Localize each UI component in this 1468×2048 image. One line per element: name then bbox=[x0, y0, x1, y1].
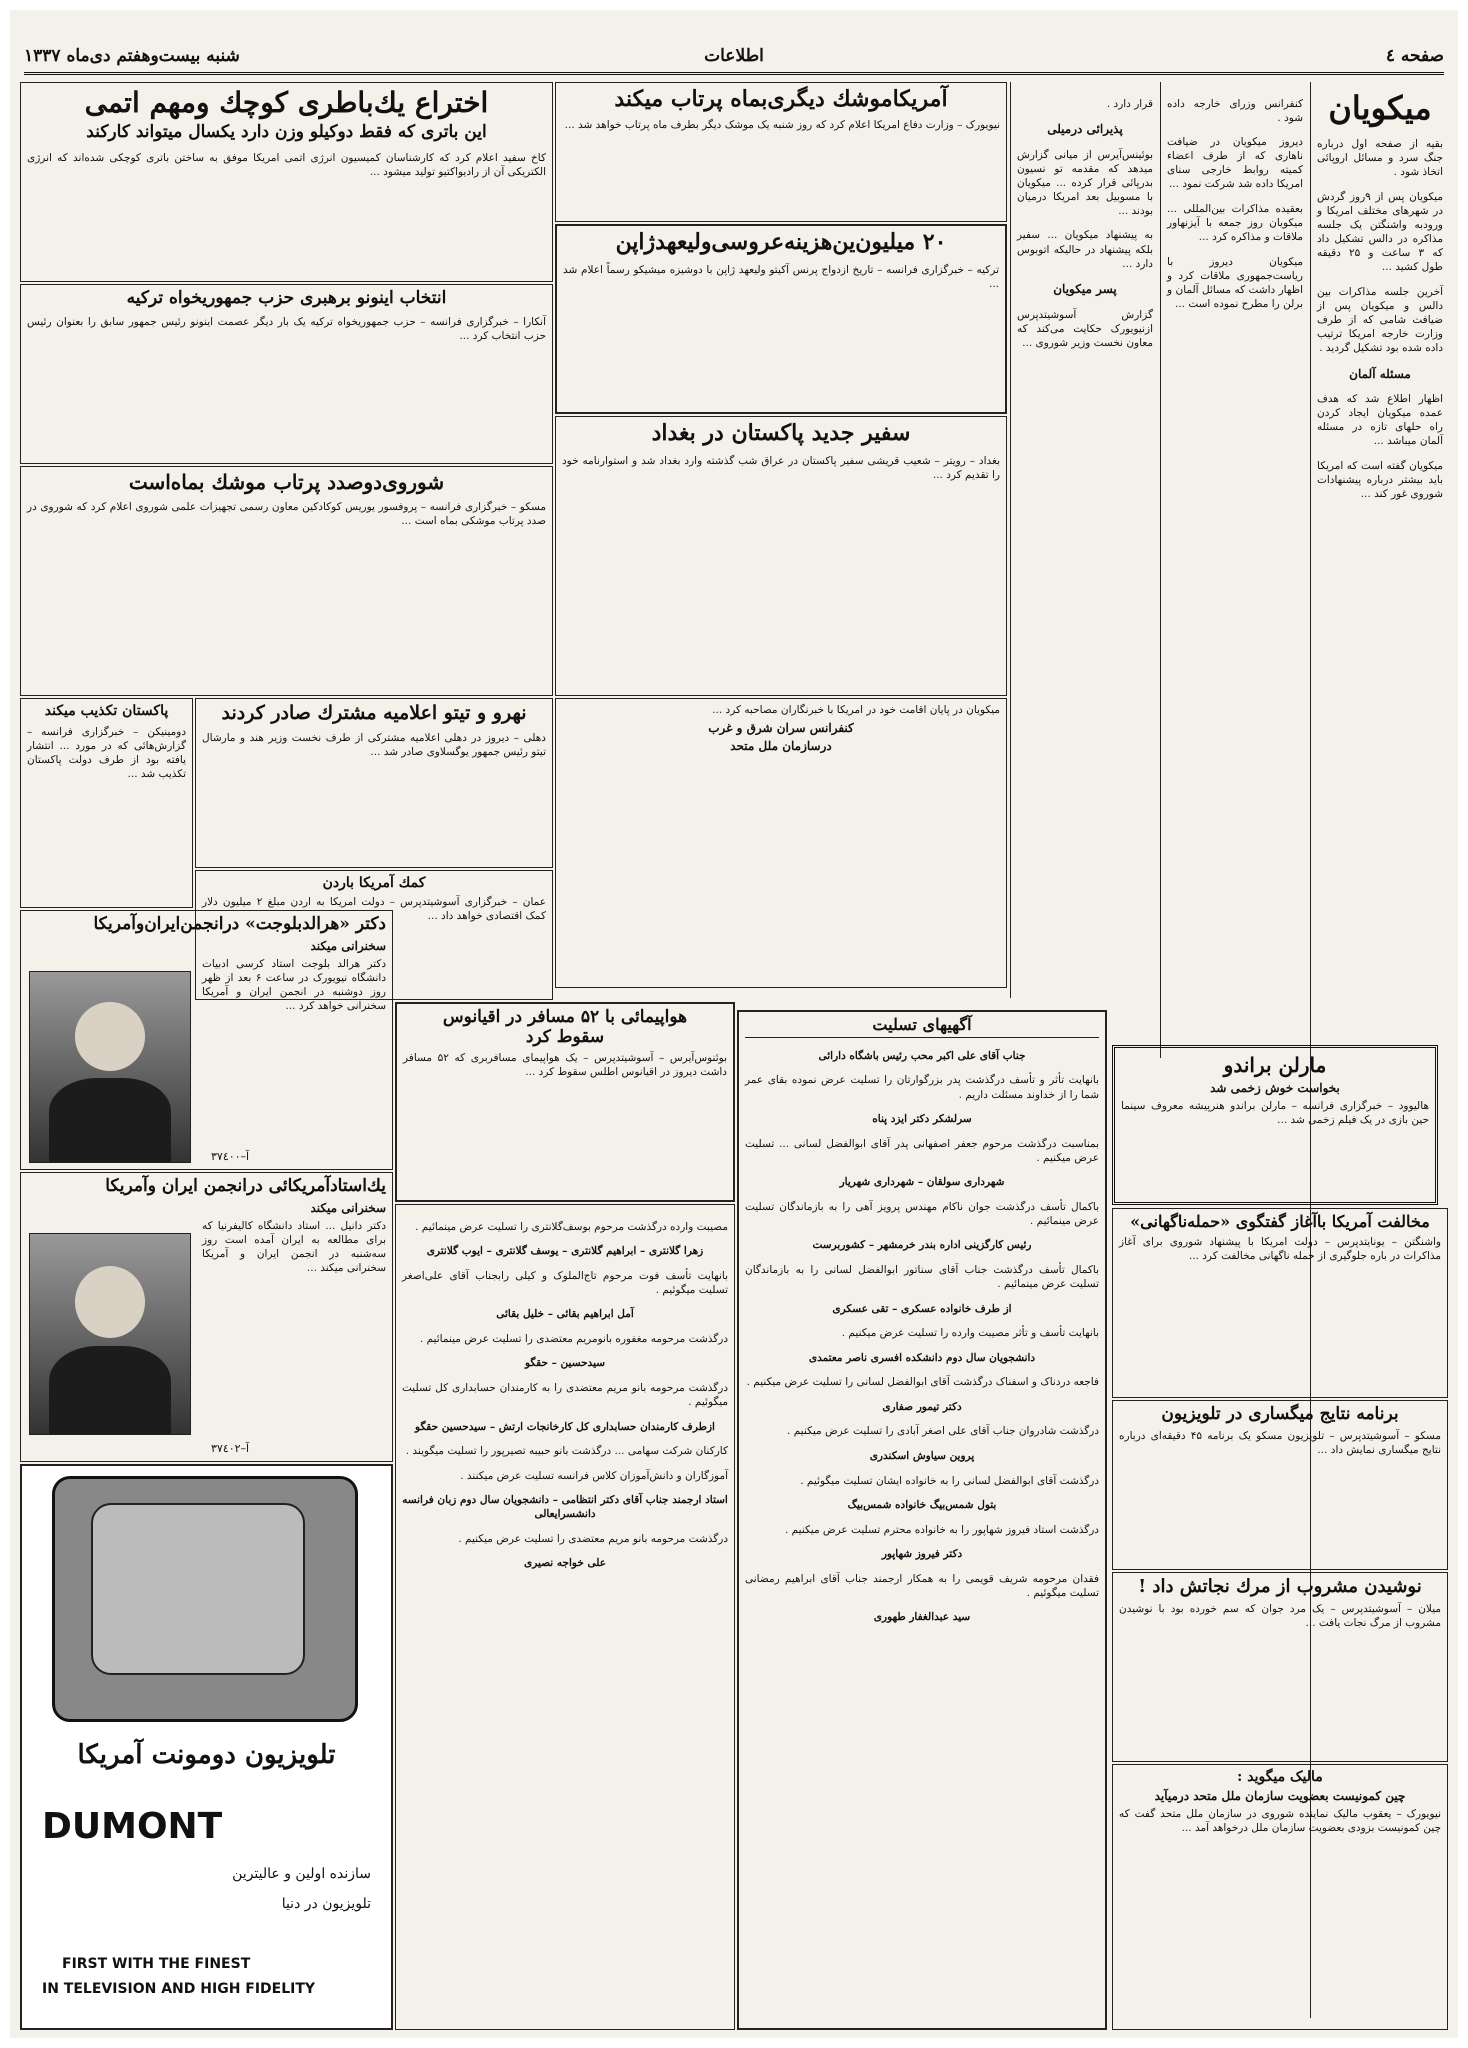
condolence-body: درگذشت مرحومه بانو مریم معتضدی را تسلیت عرض میکنیم . bbox=[458, 1532, 728, 1545]
pakistan-headline: سفیر جدید پاکستان در بغداد bbox=[651, 420, 911, 446]
condolence-signature: شهرداری سولقان – شهرداری شهریار bbox=[839, 1176, 1005, 1189]
newspaper-page bbox=[10, 10, 1458, 2038]
portrait-photo bbox=[29, 1233, 191, 1435]
mikoyan-paragraph: میکویان پس از ۹روز گردش در شهرهای مختلف امریکا و ورودبه واشنگتن یک جلسه مذاکره در دالس تشکیل داد که ۳ ساعت و ۲۵ دقیقه طول کشید ... bbox=[1317, 190, 1443, 274]
denial-headline: پاکستان تکذیب میکند bbox=[44, 703, 169, 719]
interview-subhead: درسازمان ملل متحد bbox=[730, 739, 832, 754]
television-illustration bbox=[52, 1476, 358, 1722]
turkey-headline: انتخاب اینونو برهبری حزب جمهوریخواه ترکیه bbox=[126, 288, 447, 308]
story-paragraph: بوئینس‌آیرس از میانی گزارش میدهد که مقدمه تو نسیون بدرپائی قرار کرده ... میکویان با مسوبیل بعد امریکا درمیان بودند ... bbox=[1017, 148, 1153, 217]
soviet-headline: شوروی‌دوصدد پرتاب موشك بماه‌است bbox=[128, 470, 445, 494]
ad-persian-sub: سازنده اولین و عالیترین bbox=[232, 1866, 371, 1882]
story-drink-saved bbox=[1112, 1572, 1448, 1762]
condolence-section-right bbox=[737, 1010, 1107, 2030]
page-header bbox=[24, 44, 1444, 75]
condolence-signature: زهرا گلانتری – ابراهیم گلانتری – یوسف گلانتری – ایوب گلانتری bbox=[426, 1245, 704, 1258]
battery-text: کاخ سفید اعلام کرد که کارشناسان کمیسیون انرژی اتمی امریکا موفق به ساختن باتری کوچکی شده‌اند که انرژی الکتریکی آن از رادیواکتیو تولید میشود ... bbox=[27, 151, 546, 178]
header-date: شنبه بیست‌وهفتم دی‌ماه ۱۳۳۷ bbox=[24, 46, 240, 66]
mikoyan-paragraph: میکویان گفته است که امریکا باید بیشتر درباره پیشنهادات شوروی غور کند ... bbox=[1317, 460, 1443, 501]
doctor2-headline: یك‌استادآمریكائی درانجمن ایران وآمریکا bbox=[105, 1176, 386, 1196]
condolence-title: آگهیهای تسلیت bbox=[745, 1016, 1099, 1038]
un-text: نیویورک – یعقوب مالیک نماینده شوروی در سازمان ملل متحد گفت که چین کمونیست بزودی بعضویت سازمان ملل درخواهد آمد ... bbox=[1119, 1808, 1441, 1835]
ad-persian-title: تلویزیون دومونت آمریکا bbox=[77, 1740, 336, 1770]
condolence-signature: سید عبدالغفار طهوری bbox=[873, 1611, 971, 1624]
story-paragraph: گزارش آسوشیتدپرس ازنیویورک حکایت می‌کند که معاون نخست وزیر شوروی ... bbox=[1017, 308, 1153, 349]
mikoyan-title: میکویان bbox=[1328, 89, 1432, 127]
column-mikoyan-reception bbox=[1010, 82, 1159, 998]
interview-text: میکویان در پایان اقامت خود در امریکا با خبرنگاران مصاحبه کرد ... bbox=[712, 704, 1000, 716]
doctor1-text: دکتر هرالد بلوجت استاد کرسی ادبیات دانشگاه نیویورک در ساعت ۶ بعد از ظهر روز دوشنبه در انجمن ایران و آمریکا سخنرانی خواهد کرد ... bbox=[202, 957, 386, 1012]
doctor2-ref: آ–٣٧٤٠٢ bbox=[211, 1442, 250, 1455]
ad-brand: DUMONT bbox=[42, 1806, 223, 1847]
condolence-signature: از طرف خانواده عسکری – تقی عسکری bbox=[832, 1302, 1012, 1315]
soviet-text: مسکو – خبرگزاری فرانسه – پروفسور یوریس کوکادکین معاون رسمی تجهیزات علمی شوروی اعلام کرد که شوروی در صدد پرتاب موشکی بماه است ... bbox=[27, 501, 546, 528]
condolence-signature: ازطرف کارمندان حسابداری کل کارخانجات ارتش – سیدحسین حقگو bbox=[415, 1420, 715, 1433]
condolence-signature: سرلشکر دکتر ایزد پناه bbox=[872, 1113, 972, 1126]
condolence-body: آموزگاران و دانش‌آموزان کلاس فرانسه تسلیت عرض میکنند . bbox=[460, 1469, 728, 1482]
plane-headline: هواپیمائی با ۵۲ مسافر در اقیانوس bbox=[442, 1007, 688, 1027]
condolence-signature: دانشجویان سال دوم دانشکده افسری ناصر معتمدی bbox=[808, 1351, 1036, 1364]
story-nehru-tito bbox=[195, 698, 553, 868]
nehru-headline: نهرو و تیتو اعلامیه مشترك صادر كردند bbox=[221, 702, 527, 724]
portrait-photo bbox=[29, 971, 191, 1163]
condolence-signature: دکتر تیمور صفاری bbox=[882, 1400, 962, 1413]
nehru-text: دهلی – دیروز در دهلی اعلامیه مشترکی از طرف نخست وزیر هند و مارشال تیتو رئیس جمهور یوگسلاوی صادر شد ... bbox=[202, 731, 546, 758]
story-subhead: پسر میکویان bbox=[1053, 282, 1117, 297]
story-subhead: پذیرائی درمیلی bbox=[1047, 122, 1123, 137]
condolence-signature: رئیس کارگزینی اداره بندر خرمشهر – کشوربرست bbox=[812, 1239, 1032, 1252]
story-mikoyan-interview bbox=[555, 698, 1007, 988]
condolence-body: فاجعه دردناک و اسفناک درگذشت آقای ابوالفضل لسانی را تسلیت عرض میکنیم . bbox=[746, 1376, 1099, 1389]
condolence-body: درگذشت مرحومه مغفوره بانومریم معتضدی را تسلیت عرض مینمائیم . bbox=[419, 1332, 728, 1345]
condolence-body: کارکنان شرکت سهامی ... درگذشت بانو حبیبه تصیرپور را تسلیت میگویند . bbox=[405, 1445, 728, 1458]
doctor1-headline: دکتر «هرالدبلوجت» درانجمن‌ایران‌وآمریکا bbox=[93, 914, 386, 934]
story-turkey bbox=[20, 284, 553, 464]
mikoyan-paragraph: بقیه از صفحه اول درباره جنگ سرد و مسائل اروپائی اتخاذ شود . bbox=[1317, 138, 1443, 179]
brando-subhead: بخواست خوش زخمی شد bbox=[1210, 1081, 1340, 1095]
story-paragraph: کنفرانس وزرای خارجه داده شود . bbox=[1167, 97, 1303, 124]
story-atomic-battery bbox=[20, 82, 553, 282]
tv-program-headline: برنامه نتایج میگساری در تلویزیون bbox=[1161, 1404, 1399, 1424]
un-subhead: چین کمونیست بعضویت سازمان ملل متحد درمیآید bbox=[1154, 1789, 1406, 1804]
condolence-heading: جناب آقای علی اکبر محب رئیس باشگاه دارائی bbox=[818, 1049, 1026, 1062]
ad-tagline-2: IN TELEVISION AND HIGH FIDELITY bbox=[42, 1981, 316, 1997]
wedding-headline: ٢٠ میلیون‌ین‌هزینه‌عروسی‌ولیعهدژاپن bbox=[615, 229, 947, 255]
condolence-body: مصیبت وارده درگذشت مرحوم بوسف‌گلانتری را تسلیت عرض مینمائیم . bbox=[415, 1220, 728, 1233]
story-paragraph: قرار دارد . bbox=[1106, 97, 1153, 110]
doctor1-subhead: سخنرانی میکند bbox=[310, 938, 386, 953]
condolence-signature: سیدحسین – حقگو bbox=[524, 1357, 606, 1370]
moon-rocket-text: نیویورک – وزارت دفاع امریکا اعلام کرد که روز شنبه یک موشک دیگر بطرف ماه پرتاب خواهد شد ... bbox=[564, 119, 1000, 132]
condolence-signature: آمل ابراهیم بقائی – خلیل بقائی bbox=[496, 1308, 634, 1321]
aid-headline: کمك آمریکا باردن bbox=[322, 875, 426, 891]
story-japan-wedding bbox=[555, 224, 1007, 414]
dumont-tv-ad bbox=[20, 1464, 393, 2030]
story-paragraph: به پیشنهاد میکویان ... سفیر بلکه پیشنهاد در حالیکه اتوبوس دارد ... bbox=[1017, 229, 1153, 270]
ad-persian-sub2: تلویزیون در دنیا bbox=[281, 1896, 371, 1912]
aid-text: عمان – خبرگزاری آسوشیتدپرس – دولت امریکا به اردن مبلغ ۲ میلیون دلار کمک اقتصادی خواهد داد ... bbox=[202, 896, 547, 923]
condolence-body: باکمال تأسف درگذشت جوان ناکام مهندس پرویز آهی را به بازماندگان تسلیت عرض مینمائیم . bbox=[745, 1200, 1099, 1227]
story-soviet-rocket bbox=[20, 466, 553, 696]
moon-rocket-headline: آمریکاموشك دیگری‌بماه پرتاب میکند bbox=[614, 86, 948, 112]
story-malik-china bbox=[1112, 1764, 1448, 2030]
wedding-text: ترکیه – خبرگزاری فرانسه – تاریخ ازدواج پرنس آکیتو ولیعهد ژاپن با دوشیزه میشیکو رسماً اعلام شد ... bbox=[563, 264, 999, 291]
battery-subhead: این باتری که فقط دوکیلو وزن دارد یکسال میتواند کارکند bbox=[86, 122, 487, 143]
condolence-signature: علی خواجه نصیری bbox=[524, 1557, 606, 1570]
condolence-body: درگذشت مرحومه بانو مریم معتضدی را به کارمندان حسابداری کل تسلیت میگوئیم . bbox=[402, 1381, 728, 1408]
condolence-body: بمناسبت درگذشت مرحوم جعفر اصفهانی پدر آقای ابوالفضل لسانی ... تسلیت عرض میکنیم . bbox=[745, 1137, 1099, 1164]
header-masthead: اطلاعات bbox=[704, 46, 764, 66]
pakistan-text: بغداد – رویتر – شعیب قریشی سفیر پاکستان در عراق شب گذشته وارد بغداد شد و استوارنامه خود را تقدیم کرد ... bbox=[562, 455, 1000, 482]
poison-text: میلان – آسوشیتدپرس – یک مرد جوان که سم خورده بود با نوشیدن مشروب از مرگ نجات یافت ... bbox=[1119, 1602, 1441, 1629]
doctor2-subhead: سخنرانی میکند bbox=[310, 1200, 386, 1215]
story-paragraph: میکویان دیروز با ریاست‌جمهوری ملاقات کرد و اظهار داشت که مسائل آلمان و برلن را مطرح نموده است ... bbox=[1167, 255, 1303, 310]
story-paragraph: دیروز میکویان در ضیافت ناهاری که از طرف اعضاء کمیته روابط خارجی سنای امریکا داده شد شرکت نمود ... bbox=[1167, 136, 1303, 191]
condolence-body: درگذشت استاد فیروز شهاپور را به خانواده محترم تسلیت عرض میکنیم . bbox=[784, 1523, 1099, 1536]
attack-text: واشنگتن – یونایتدپرس – دولت امریکا با پیشنهاد شوروی برای آغاز مذاکرات در باره جلوگیری از حمله ناگهانی مخالفت کرد ... bbox=[1119, 1236, 1441, 1263]
brando-text: هالیوود – خبرگزاری فرانسه – مارلن براندو هنرپیشه معروف سینما حین بازی در یک فیلم زخمی شد ... bbox=[1121, 1100, 1429, 1127]
story-american-professor bbox=[20, 1172, 393, 1462]
condolence-body: بانهایت تأسف فوت مرحوم تاج‌الملوک و کیلی رابجناب آقای علی‌اصغر تسلیت میگوئیم . bbox=[402, 1269, 728, 1296]
condolence-body: درگذشت آقای ابوالفضل لسانی را به خانواده ایشان تسلیت میگوئیم . bbox=[800, 1474, 1099, 1487]
condolence-section-left bbox=[395, 1204, 735, 2030]
story-marlon-brando bbox=[1112, 1045, 1438, 1205]
story-paragraph: بعقیده مذاکرات بین‌المللی ... میکویان روز جمعه با آیزنهاور ملاقات و مذاکره کرد ... bbox=[1167, 202, 1303, 243]
attack-headline: مخالفت آمریکا باآغاز گفتگوی «حمله‌ناگهانی» bbox=[1130, 1212, 1430, 1231]
column-mikoyan-cont bbox=[1160, 82, 1309, 1058]
tv-program-text: مسکو – آسوشیتدپرس – تلویزیون مسکو یک برنامه ۴۵ دقیقه‌ای درباره نتایج میگساری نمایش داد ... bbox=[1119, 1429, 1441, 1456]
brando-title: مارلن براندو bbox=[1223, 1053, 1327, 1077]
battery-headline: اختراع یك‌باطری كوچك ومهم اتمی bbox=[84, 86, 489, 119]
story-moon-rocket bbox=[555, 82, 1007, 222]
condolence-signature: دکتر فیروز شهاپور bbox=[881, 1548, 963, 1561]
condolence-signature: استاد ارجمند جناب آقای دکتر انتظامی – دانشجویان سال دوم زبان فرانسه دانشسرایعالی bbox=[402, 1494, 728, 1521]
condolence-signature: پروین سیاوش اسکندری bbox=[869, 1450, 975, 1463]
condolence-body: بانهایت تأسف و تأثر مصیبت وارده را تسلیت عرض میکنیم . bbox=[841, 1327, 1099, 1340]
story-tv-drinking bbox=[1112, 1400, 1448, 1570]
story-surprise-attack bbox=[1112, 1208, 1448, 1398]
un-headline: مالیک میگوید : bbox=[1237, 1769, 1323, 1785]
doctor1-ref: آ–٣٧٤٠٠ bbox=[211, 1150, 250, 1163]
condolence-body: باکمال تأسف درگذشت جناب آقای سناتور ابوالفضل لسانی را به بازماندگان تسلیت عرض مینمائیم . bbox=[745, 1264, 1099, 1291]
header-page-number: صفحه ٤ bbox=[1385, 46, 1444, 66]
doctor2-text: دکتر دانیل ... استاد دانشگاه کالیفرنیا که برای مطالعه به ایران آمده است روز سه‌شنبه در انجمن ایران و آمریکا سخنرانی میکند ... bbox=[202, 1219, 386, 1274]
story-doctor-blogett bbox=[20, 910, 393, 1170]
story-plane-crash bbox=[395, 1002, 735, 1202]
ad-tagline-1: FIRST WITH THE FINEST bbox=[62, 1956, 251, 1972]
condolence-body: فقدان مرحومه شریف قویمی را به همکار ارجمند جناب آقای ابراهیم رمضانی تسلیت میگوئیم . bbox=[745, 1572, 1099, 1599]
condolence-signature: بتول شمس‌بیگ خانواده شمس‌بیگ bbox=[847, 1499, 997, 1512]
plane-text: بوئنوس‌آیرس – آسوشیتدپرس – یک هواپیمای مسافربری که ۵۲ مسافر داشت دیروز در اقیانوس اطلس سقوط کرد ... bbox=[403, 1052, 727, 1079]
turkey-text: آنکارا – خبرگزاری فرانسه – حزب جمهوریخواه ترکیه یک بار دیگر عصمت اینونو رئیس جمهور سابق را بعنوان رئیس حزب انتخاب کرد ... bbox=[27, 315, 546, 342]
condolence-body: درگذشت شادروان جناب آقای علی اصغر آبادی را تسلیت عرض میکنیم . bbox=[787, 1425, 1099, 1438]
mikoyan-paragraph: آخرین جلسه مذاکرات بین دالس و میکویان پس از ضیافت شامی که از طرف وزارت خارجه امریکا ترتیب داده شده بود تشکیل گردید . bbox=[1317, 285, 1443, 355]
poison-headline: نوشیدن مشروب از مرك نجاتش داد ! bbox=[1138, 1576, 1422, 1597]
story-pakistan-ambassador bbox=[555, 416, 1007, 696]
condolence-body: بانهایت تأثر و تأسف درگذشت پدر بزرگوارتان را تسلیت عرض نموده بقای عمر شما را از خداوند مسئلت داریم . bbox=[745, 1074, 1099, 1101]
interview-subhead: کنفرانس سران شرق و غرب bbox=[708, 721, 854, 736]
mikoyan-paragraph: اظهار اطلاع شد که هدف عمده میکویان ایجاد کردن راه حلهای تازه در مسئله آلمان میباشد ... bbox=[1317, 393, 1443, 448]
plane-headline-2: سقوط کرد bbox=[525, 1026, 605, 1047]
denial-text: دومینیکن – خبرگزاری فرانسه – گزارش‌هائی که در مورد ... انتشار یافته بود از طرف دولت پاکستان تکذیب شد ... bbox=[27, 726, 186, 781]
mikoyan-subhead: مسئله آلمان bbox=[1349, 366, 1411, 381]
story-pakistan-denial bbox=[20, 698, 193, 908]
